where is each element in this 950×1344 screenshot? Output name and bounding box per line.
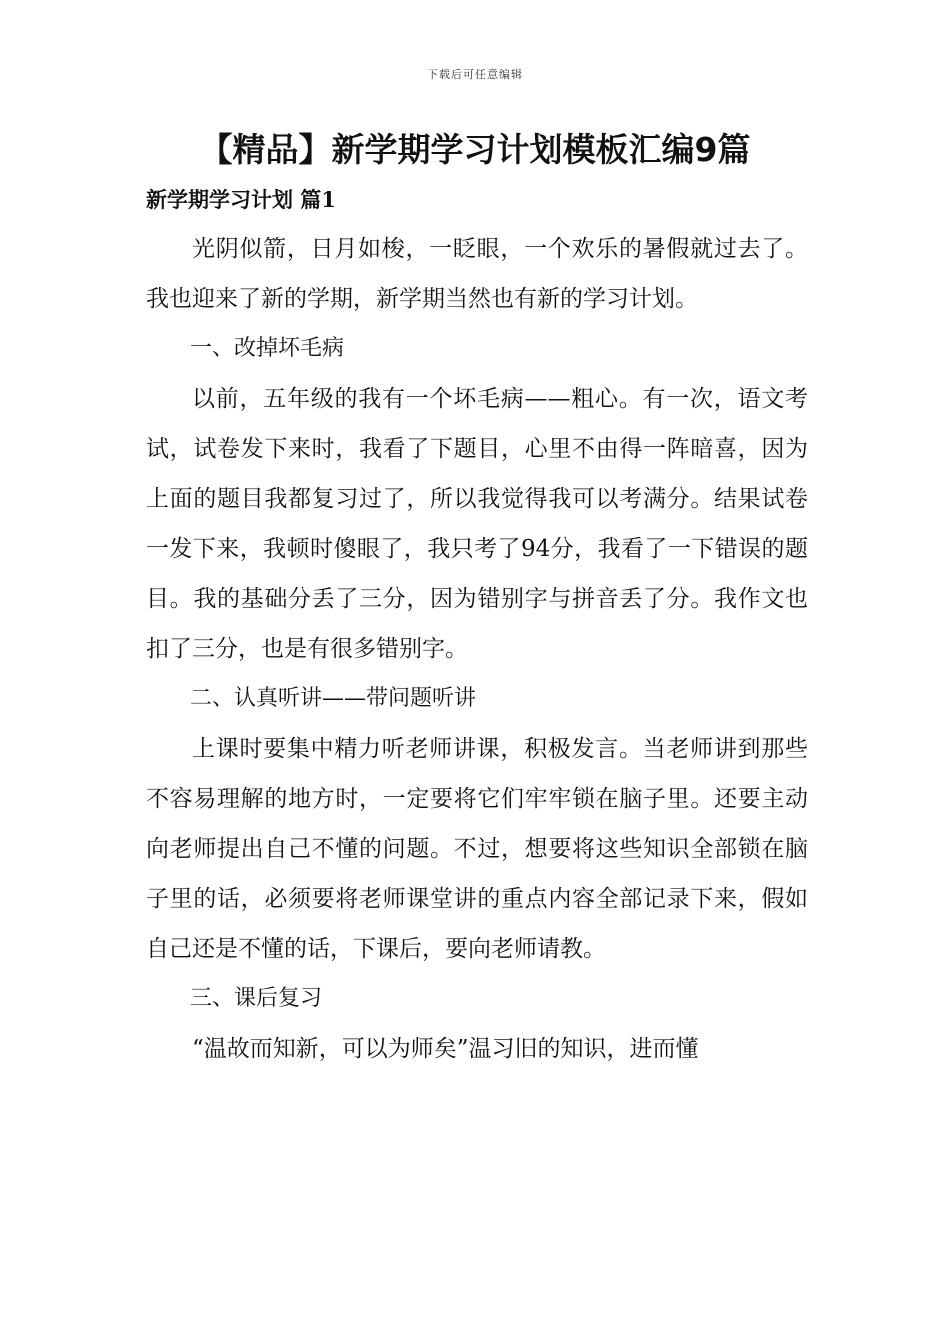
section-heading: 新学期学习计划 篇1 [146,187,336,212]
document-body [146,224,808,1074]
subheading: 二、认真听讲——带问题听讲 [190,686,477,711]
paragraph: 上课时要集中精力听老师讲课，积极发言。当老师讲到那些不容易理解的地方时，一定要将它们牢牢锁在脑子里。还要主动向老师提出自己不懂的问题。不过，想要将这些知识全部锁在脑子里的话，必须要将老师课堂讲的重点内容全部记录下来，假如自己还是不懂的话，下课后，要向老师请教。 [146,736,808,962]
paragraph: 光阴似箭，日月如梭，一眨眼，一个欢乐的暑假就过去了。我也迎来了新的学期，新学期当然也有新的学习计划。 [146,236,808,312]
subheading: 三、课后复习 [190,986,323,1011]
paragraph: “温故而知新，可以为师矣”温习旧的知识，进而懂 [192,1036,699,1062]
header-note: 下载后可任意编辑 [427,68,523,81]
document-title: 【精品】新学期学习计划模板汇编9篇 [199,130,751,169]
paragraph: 以前，五年级的我有一个坏毛病——粗心。有一次，语文考试，试卷发下来时，我看了下题目，心里不由得一阵暗喜，因为上面的题目我都复习过了，所以我觉得我可以考满分。结果试卷一发下来，我顿时傻眼了，我只考了94分，我看了一下错误的题目。我的基础分丢了三分，因为错别字与拼音丢了分。我作文也扣了三分，也是有很多错别字。 [146,386,808,662]
subheading: 一、改掉坏毛病 [190,336,345,361]
